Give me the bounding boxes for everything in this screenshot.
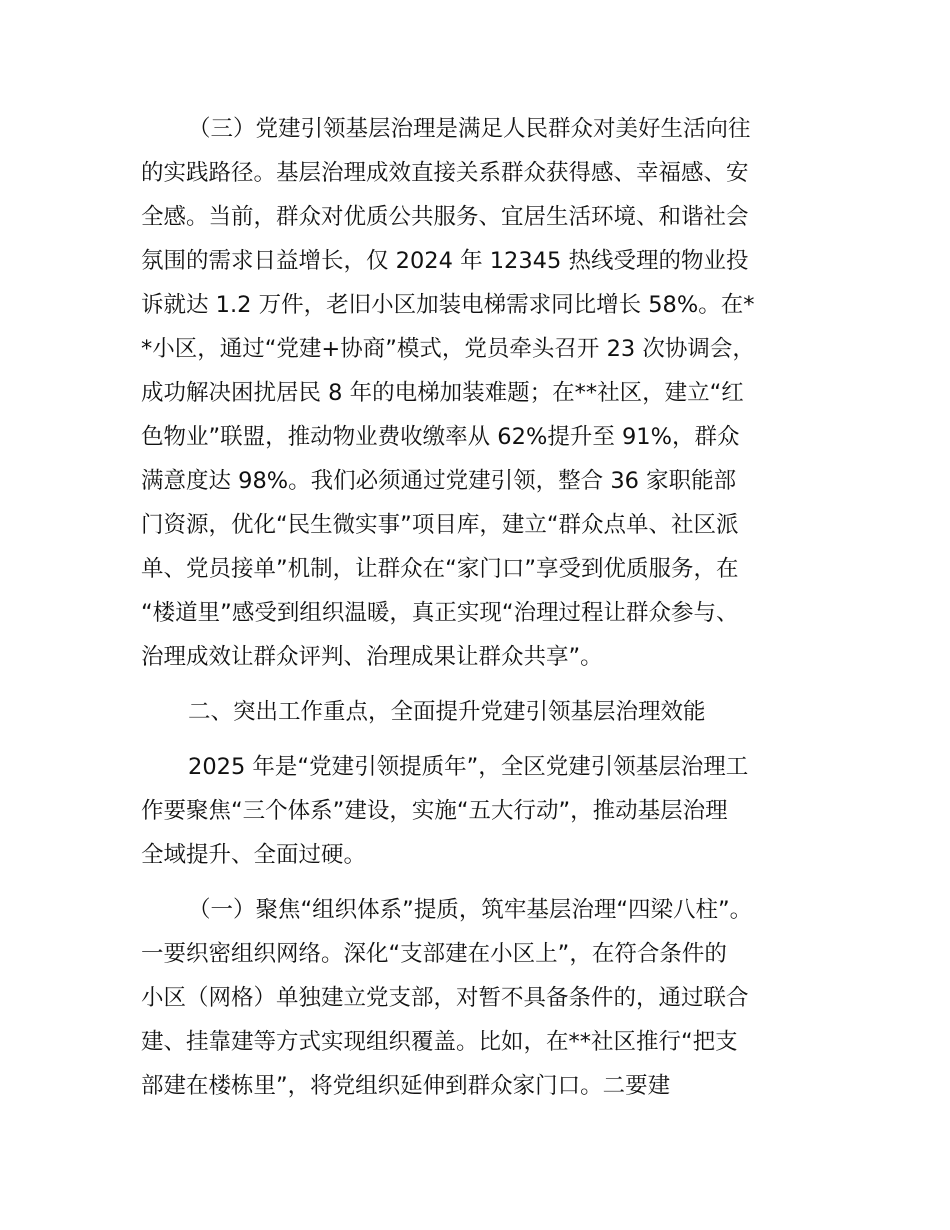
subsection-1-line-5: 部建在楼栋里”，将党组织延伸到群众家门口。二要建	[141, 1073, 671, 1099]
paragraph-3-line-1: （三）党建引领基层治理是满足人民群众对美好生活向往	[188, 116, 751, 142]
paragraph-3-line-6: *小区，通过“党建+协商”模式，党员牵头召开 23 次协调会，	[141, 336, 755, 362]
paragraph-3-line-3: 全感。当前，群众对优质公共服务、宜居生活环境、和谐社会	[141, 204, 749, 230]
paragraph-3-line-13: 治理成效让群众评判、治理成果让群众共享”。	[141, 644, 603, 670]
intro-line-3: 全域提升、全面过硬。	[141, 842, 367, 868]
paragraph-3-line-12: “楼道里”感受到组织温暖，真正实现“治理过程让群众参与、	[141, 600, 739, 626]
paragraph-3-line-11: 单、党员接单”机制，让群众在“家门口”享受到优质服务，在	[141, 556, 739, 582]
intro-line-1: 2025 年是“党建引领提质年”，全区党建引领基层治理工	[188, 754, 749, 780]
subsection-1-line-2: 一要织密组织网络。深化“支部建在小区上”，在符合条件的	[141, 941, 727, 967]
paragraph-3-line-5: 诉就达 1.2 万件，老旧小区加装电梯需求同比增长 58%。在*	[141, 292, 755, 318]
paragraph-3-line-9: 满意度达 98%。我们必须通过党建引领，整合 36 家职能部	[141, 468, 737, 494]
intro-line-2: 作要聚焦“三个体系”建设，实施“五大行动”，推动基层治理	[141, 798, 728, 824]
paragraph-3-line-4: 氛围的需求日益增长，仅 2024 年 12345 热线受理的物业投	[141, 248, 749, 274]
paragraph-3-line-2: 的实践路径。基层治理成效直接关系群众获得感、幸福感、安	[141, 160, 749, 186]
paragraph-3-line-7: 成功解决困扰居民 8 年的电梯加装难题；在**社区，建立“红	[141, 380, 744, 406]
subsection-1-line-4: 建、挂靠建等方式实现组织覆盖。比如，在**社区推行“把支	[141, 1029, 738, 1055]
section-2-heading: 二、突出工作重点，全面提升党建引领基层治理效能	[188, 699, 706, 725]
paragraph-3-line-10: 门资源，优化“民生微实事”项目库，建立“群众点单、社区派	[141, 512, 739, 538]
subsection-1-line-1: （一）聚焦“组织体系”提质，筑牢基层治理“四梁八柱”。	[188, 897, 753, 923]
paragraph-3-line-8: 色物业”联盟，推动物业费收缴率从 62%提升至 91%，群众	[141, 424, 740, 450]
subsection-1-line-3: 小区（网格）单独建立党支部，对暂不具备条件的，通过联合	[141, 985, 749, 1011]
